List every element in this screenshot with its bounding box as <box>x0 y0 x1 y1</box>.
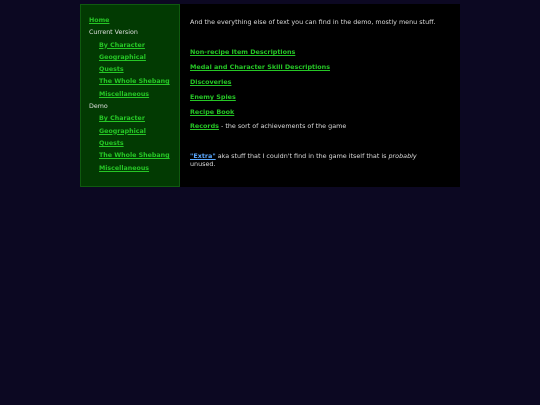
extra-description: aka stuff that I couldn't find in the game itself that is <box>215 152 389 160</box>
sidebar-current-geographical[interactable]: Geographical <box>99 53 146 61</box>
link-enemy-spies[interactable]: Enemy Spies <box>190 93 236 101</box>
link-extra[interactable]: "Extra" <box>190 152 216 160</box>
sidebar-heading-current: Current Version <box>89 29 138 37</box>
link-records[interactable]: Records <box>190 122 219 130</box>
sidebar-demo-quests[interactable]: Quests <box>99 139 124 147</box>
sidebar-heading-demo: Demo <box>89 103 108 111</box>
sidebar-home-link[interactable]: Home <box>89 17 110 24</box>
sidebar-current-miscellaneous[interactable]: Miscellaneous <box>99 90 150 98</box>
sidebar-current-quests[interactable]: Quests <box>99 66 124 74</box>
link-non-recipe-items[interactable]: Non-recipe Item Descriptions <box>190 48 296 56</box>
sidebar-demo-miscellaneous[interactable]: Miscellaneous <box>99 164 150 172</box>
sidebar-demo-by-character[interactable]: By Character <box>99 115 145 123</box>
extra-italic: probably <box>388 152 417 160</box>
page-container <box>80 4 460 187</box>
extra-description-end: unused. <box>190 160 216 168</box>
sidebar-current-by-character[interactable]: By Character <box>99 41 145 49</box>
link-recipe-book[interactable]: Recipe Book <box>190 108 235 116</box>
link-discoveries[interactable]: Discoveries <box>190 78 232 86</box>
sidebar-current-whole-shebang[interactable]: The Whole Shebang <box>99 78 170 86</box>
records-description: - the sort of achievements of the game <box>218 122 347 130</box>
extra-line <box>190 152 417 160</box>
link-medal-skill-descriptions[interactable]: Medal and Character Skill Descriptions <box>190 63 331 71</box>
sidebar-demo-whole-shebang[interactable]: The Whole Shebang <box>99 152 170 160</box>
records-line <box>190 122 346 130</box>
sidebar <box>80 4 180 187</box>
intro-text: And the everything else of text you can find in the demo, mostly menu stuff. <box>190 18 436 26</box>
sidebar-demo-geographical[interactable]: Geographical <box>99 127 146 135</box>
